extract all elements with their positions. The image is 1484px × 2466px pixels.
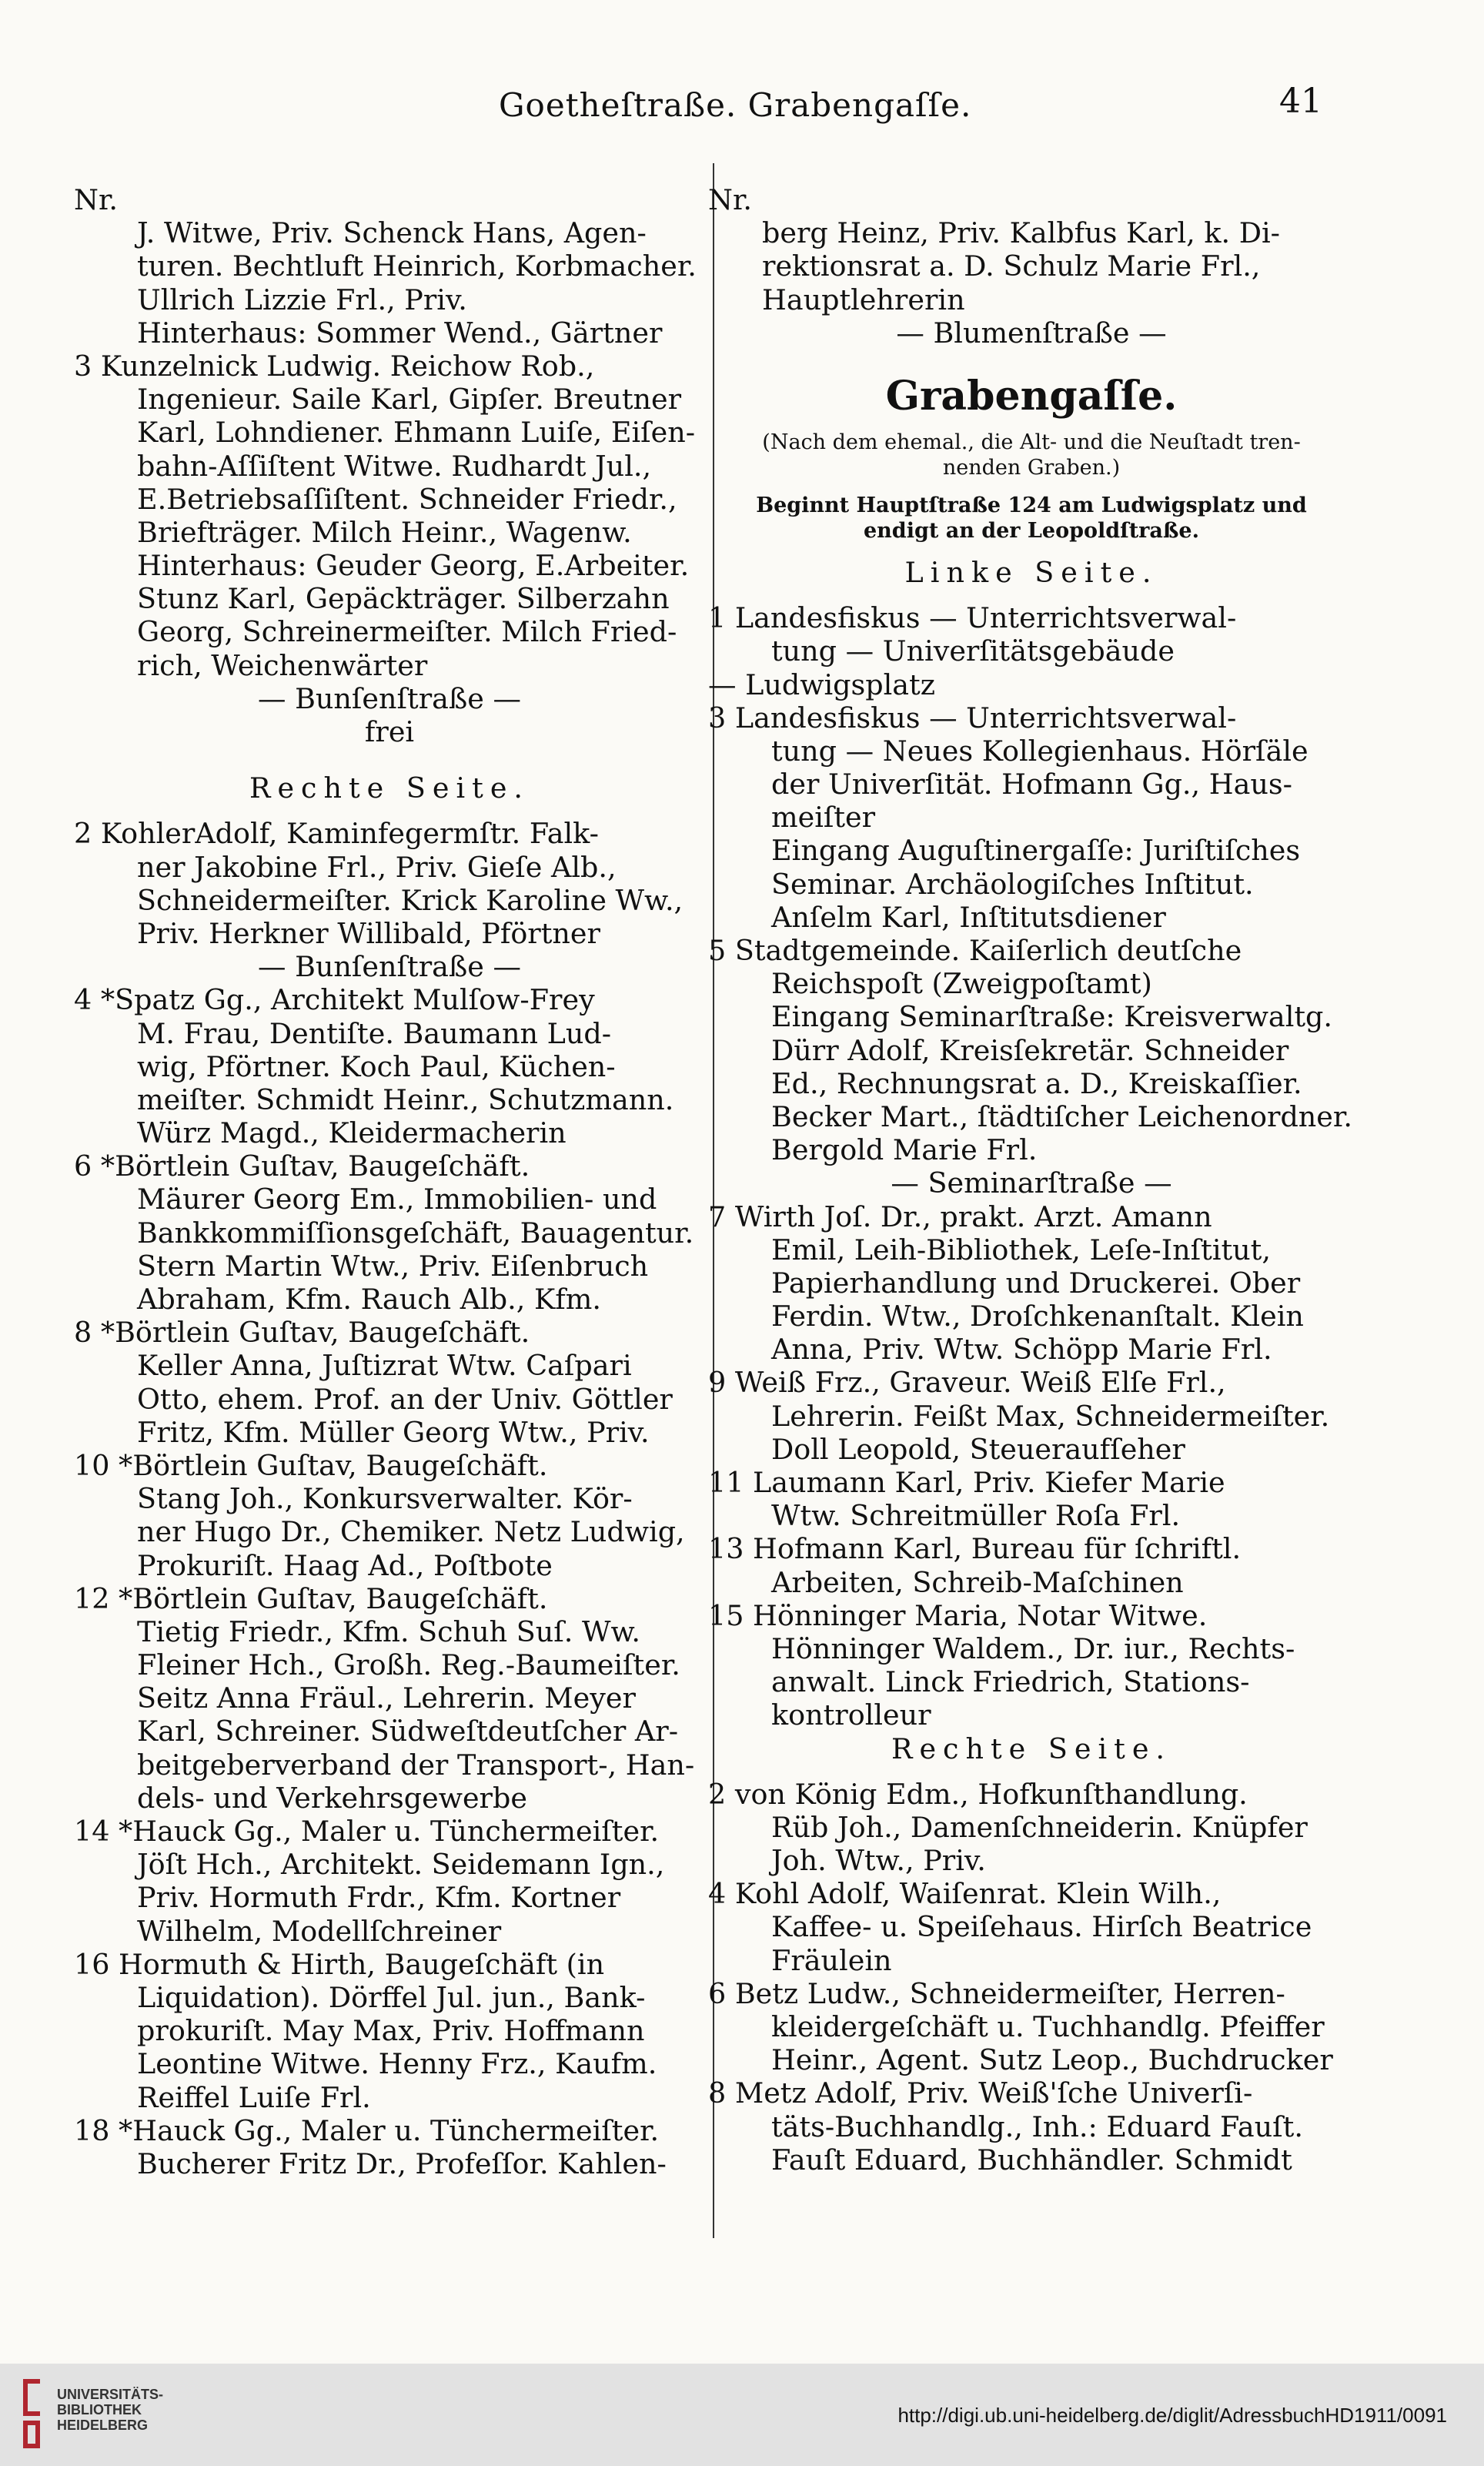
entry-line: 2 KohlerAdolf, Kaminfegermſtr. Falk-	[74, 817, 599, 851]
running-head: Goetheſtraße. Grabengaſſe.	[499, 86, 972, 124]
entry-line: 12 *Börtlein Guſtav, Baugeſchäft.	[74, 1581, 548, 1615]
entry-line: rektionsrat a. D. Schulz Marie Frl.,	[762, 249, 1261, 283]
section-heading: Linke Seite.	[904, 555, 1158, 589]
entry-line: Stern Martin Wtw., Priv. Eiſenbruch	[137, 1249, 649, 1283]
entry-line: Mäurer Georg Em., Immobilien- und	[137, 1183, 657, 1216]
entry-line: ner Jakobine Frl., Priv. Gieſe Alb.,	[137, 850, 617, 884]
entry-line: 13 Hofmann Karl, Bureau für ſchriftl.	[708, 1532, 1242, 1566]
entry-line: Bankkommiſſionsgeſchäft, Bauagentur.	[137, 1216, 694, 1250]
section-heading: Rechte Seite.	[249, 771, 530, 805]
entry-line: Prokuriſt. Haag Ad., Poſtbote	[137, 1548, 553, 1582]
entry-line: Ullrich Lizzie Frl., Priv.	[137, 283, 467, 316]
entry-line: 6 Betz Ludw., Schneidermeiſter, Herren-	[708, 1976, 1285, 2010]
entry-line: — Bunſenſtraße —	[257, 950, 522, 984]
entry-line: Fauſt Eduard, Buchhändler. Schmidt	[771, 2143, 1292, 2177]
street-begins-note: endigt an der Leopoldſtraße.	[864, 518, 1199, 543]
entry-line: 2 von König Edm., Hofkunſthandlung.	[708, 1777, 1248, 1811]
entry-line: Lehrerin. Feißt Max, Schneidermeiſter.	[771, 1399, 1330, 1433]
entry-line: 6 *Börtlein Guſtav, Baugeſchäft.	[74, 1149, 530, 1183]
library-logo-icon	[17, 2376, 48, 2451]
entry-line: Anſelm Karl, Inſtitutsdiener	[771, 900, 1166, 934]
free-lot: frei	[364, 715, 415, 748]
entry-line: Stunz Karl, Gepäckträger. Silberzahn	[137, 582, 670, 616]
page-number: 41	[1279, 82, 1322, 121]
cross-street: — Bunſenſtraße —	[257, 681, 522, 715]
entry-line: Jöſt Hch., Architekt. Seidemann Ign.,	[137, 1848, 665, 1882]
entry-line: Fleiner Hch., Großh. Reg.-Baumeiſter.	[137, 1648, 680, 1682]
entry-line: 8 Metz Adolf, Priv. Weiß'ſche Univerſi-	[708, 2076, 1253, 2110]
entry-line: Dürr Adolf, Kreisſekretär. Schneider	[771, 1033, 1289, 1067]
right-side-entries	[708, 1778, 1355, 2177]
entry-line: prokuriſt. May Max, Priv. Hoffmann	[137, 2014, 645, 2048]
entry-line: 16 Hormuth & Hirth, Baugeſchäft (in	[74, 1947, 605, 1981]
library-logo-text: UNIVERSITÄTS- BIBLIOTHEK HEIDELBERG	[57, 2387, 164, 2433]
entry-line: Seitz Anna Fräul., Lehrerin. Meyer	[137, 1681, 636, 1715]
entry-line: Keller Anna, Juſtizrat Wtw. Caſpari	[137, 1349, 632, 1383]
entry-line: ner Hugo Dr., Chemiker. Netz Ludwig,	[137, 1515, 685, 1549]
entry-line: Fräulein	[771, 1943, 892, 1977]
entry-line: tung — Neues Kollegienhaus. Hörſäle	[771, 734, 1309, 768]
entry-line: tung — Univerſitätsgebäude	[771, 634, 1175, 668]
right-column	[708, 183, 1355, 2177]
goethe-entries	[74, 216, 705, 682]
section-heading: Rechte Seite.	[891, 1732, 1172, 1765]
entry-line: Stang Joh., Konkursverwalter. Kör-	[137, 1482, 633, 1516]
entry-line: 7 Wirth Joſ. Dr., prakt. Arzt. Amann	[708, 1200, 1212, 1233]
entry-line: Hönninger Waldem., Dr. iur., Rechts-	[771, 1631, 1295, 1665]
entry-line: Priv. Herkner Willibald, Pförtner	[137, 916, 600, 950]
entry-line: der Univerſität. Hofmann Gg., Haus-	[771, 768, 1292, 801]
continued-entries	[708, 216, 1355, 316]
entry-line: J. Witwe, Priv. Schenck Hans, Agen-	[137, 216, 647, 250]
entry-line: Arbeiten, Schreib-Maſchinen	[771, 1565, 1184, 1599]
entry-line: 5 Stadtgemeinde. Kaiſerlich deutſche	[708, 934, 1242, 967]
entry-line: 3 Kunzelnick Ludwig. Reichow Rob.,	[74, 349, 595, 383]
footer-bar	[0, 2364, 1484, 2466]
entry-line: Georg, Schreinermeiſter. Milch Fried-	[137, 615, 677, 649]
entry-line: Doll Leopold, Steueraufſeher	[771, 1432, 1185, 1466]
entry-line: Briefträger. Milch Heinr., Wagenw.	[137, 515, 632, 549]
entry-line: 1 Landesfiskus — Unterrichtsverwal-	[708, 601, 1237, 635]
entry-line: Becker Mart., ſtädtiſcher Leichenordner.	[771, 1099, 1352, 1133]
entry-line: Hinterhaus: Geuder Georg, E.Arbeiter.	[137, 549, 690, 583]
entry-line: Eingang Seminarſtraße: Kreisverwaltg.	[771, 1000, 1333, 1034]
entry-line: Seminar. Archäologiſches Inſtitut.	[771, 867, 1254, 901]
entry-line: kontrolleur	[771, 1698, 931, 1732]
goethe-right-side-entries	[74, 817, 705, 2180]
entry-line: Tietig Friedr., Kfm. Schuh Suſ. Ww.	[137, 1614, 641, 1648]
entry-line: rich, Weichenwärter	[137, 648, 428, 682]
entry-line: meiſter	[771, 801, 876, 835]
left-side-entries	[708, 601, 1355, 1732]
entry-line: anwalt. Linck Friedrich, Stations-	[771, 1665, 1250, 1699]
entry-line: 10 *Börtlein Guſtav, Baugeſchäft.	[74, 1448, 548, 1482]
entry-line: Joh. Wtw., Priv.	[771, 1844, 986, 1878]
entry-line: Hinterhaus: Sommer Wend., Gärtner	[137, 316, 663, 350]
entry-line: Hauptlehrerin	[762, 283, 965, 316]
entry-line: Fritz, Kfm. Müller Georg Wtw., Priv.	[137, 1415, 650, 1449]
entry-line: wig, Pförtner. Koch Paul, Küchen-	[137, 1049, 616, 1083]
entry-line: meiſter. Schmidt Heinr., Schutzmann.	[137, 1082, 674, 1116]
entry-line: Würz Magd., Kleidermacherin	[137, 1116, 567, 1150]
entry-line: M. Frau, Dentiſte. Baumann Lud-	[137, 1016, 612, 1050]
entry-line: beitgeberverband der Transport-, Han-	[137, 1748, 695, 1782]
entry-line: 14 *Hauck Gg., Maler u. Tünchermeiſter.	[74, 1815, 660, 1848]
entry-line: Papierhandlung und Druckerei. Ober	[771, 1266, 1301, 1300]
entry-line: Emil, Leih-Bibliothek, Leſe-Inſtitut,	[771, 1233, 1271, 1266]
entry-line: Schneidermeiſter. Krick Karoline Ww.,	[137, 883, 684, 917]
entry-line: Ed., Rechnungsrat a. D., Kreiskaſſier.	[771, 1066, 1302, 1100]
entry-line: turen. Bechtluft Heinrich, Korbmacher.	[137, 249, 697, 283]
entry-line: E.Betriebsaſſiſtent. Schneider Friedr.,	[137, 482, 677, 516]
entry-line: 4 Kohl Adolf, Waiſenrat. Klein Wilh.,	[708, 1877, 1222, 1911]
entry-line: 8 *Börtlein Guſtav, Baugeſchäft.	[74, 1316, 530, 1350]
entry-line: Karl, Schreiner. Südweſtdeutſcher Ar-	[137, 1715, 679, 1748]
entry-line: Abraham, Kfm. Rauch Alb., Kfm.	[137, 1283, 601, 1316]
entry-line: Rüb Joh., Damenſchneiderin. Knüpfer	[771, 1810, 1308, 1844]
entry-line: Kaffee- u. Speiſehaus. Hirſch Beatrice	[771, 1910, 1312, 1944]
entry-line: Otto, ehem. Prof. an der Univ. Göttler	[137, 1382, 673, 1416]
entry-line: berg Heinz, Priv. Kalbfus Karl, k. Di-	[762, 216, 1280, 250]
entry-line: 18 *Hauck Gg., Maler u. Tünchermeiſter.	[74, 2113, 660, 2147]
entry-line: Anna, Priv. Wtw. Schöpp Marie Frl.	[771, 1333, 1272, 1367]
entry-line: Leontine Witwe. Henny Frz., Kaufm.	[137, 2047, 657, 2081]
entry-line: Karl, Lohndiener. Ehmann Luiſe, Eiſen-	[137, 416, 696, 450]
entry-line: Ferdin. Wtw., Droſchkenanſtalt. Klein	[771, 1300, 1304, 1333]
street-note: (Nach dem ehemal., die Alt- und die Neuſtadt tren-	[762, 430, 1301, 454]
entry-line: Eingang Auguſtinergaſſe: Juriſtiſches	[771, 834, 1301, 868]
entry-line: Bergold Marie Frl.	[771, 1133, 1038, 1167]
entry-line: — Ludwigsplatz	[708, 668, 935, 701]
street-note: nenden Graben.)	[942, 455, 1121, 480]
nr-label: Nr.	[708, 183, 752, 216]
entry-line: Bucherer Fritz Dr., Profeſſor. Kahlen-	[137, 2146, 667, 2180]
entry-line: Wilhelm, Modellſchreiner	[137, 1914, 502, 1948]
entry-line: 15 Hönninger Maria, Notar Witwe.	[708, 1598, 1208, 1632]
entry-line: täts-Buchhandlg., Inh.: Eduard Fauſt.	[771, 2110, 1303, 2143]
entry-line: Liquidation). Dörffel Jul. jun., Bank-	[137, 1980, 646, 2014]
entry-line: Ingenieur. Saile Karl, Gipſer. Breutner	[137, 383, 682, 417]
entry-line: 9 Weiß Frz., Graveur. Weiß Elſe Frl.,	[708, 1366, 1226, 1400]
entry-line: kleidergeſchäft u. Tuchhandlg. Pfeiffer	[771, 2010, 1325, 2043]
nr-label: Nr.	[74, 183, 118, 216]
entry-line: Priv. Hormuth Frdr., Kfm. Kortner	[137, 1881, 621, 1915]
entry-line: Reichspoſt (Zweigpoſtamt)	[771, 967, 1152, 1001]
entry-line: Heinr., Agent. Sutz Leop., Buchdrucker	[771, 2043, 1333, 2077]
source-url[interactable]: http://digi.ub.uni-heidelberg.de/diglit/AdressbuchHD1911/0091	[897, 2404, 1447, 2427]
entry-line: Reiffel Luiſe Frl.	[137, 2080, 371, 2114]
street-begins-note: Beginnt Hauptſtraße 124 am Ludwigsplatz und	[756, 493, 1307, 517]
entry-line: 11 Laumann Karl, Priv. Kiefer Marie	[708, 1466, 1225, 1499]
entry-line: bahn-Aſſiſtent Witwe. Rudhardt Jul.,	[137, 449, 652, 483]
entry-line: dels- und Verkehrsgewerbe	[137, 1781, 527, 1815]
entry-line: Wtw. Schreitmüller Roſa Frl.	[771, 1499, 1181, 1533]
cross-street: — Blumenſtraße —	[896, 316, 1167, 350]
entry-line: 3 Landesfiskus — Unterrichtsverwal-	[708, 701, 1237, 734]
entry-line: 4 *Spatz Gg., Architekt Mulſow-Frey	[74, 983, 595, 1017]
street-title: Grabengaſſe.	[885, 372, 1178, 420]
left-column	[74, 183, 705, 2180]
entry-line: — Seminarſtraße —	[891, 1166, 1172, 1200]
